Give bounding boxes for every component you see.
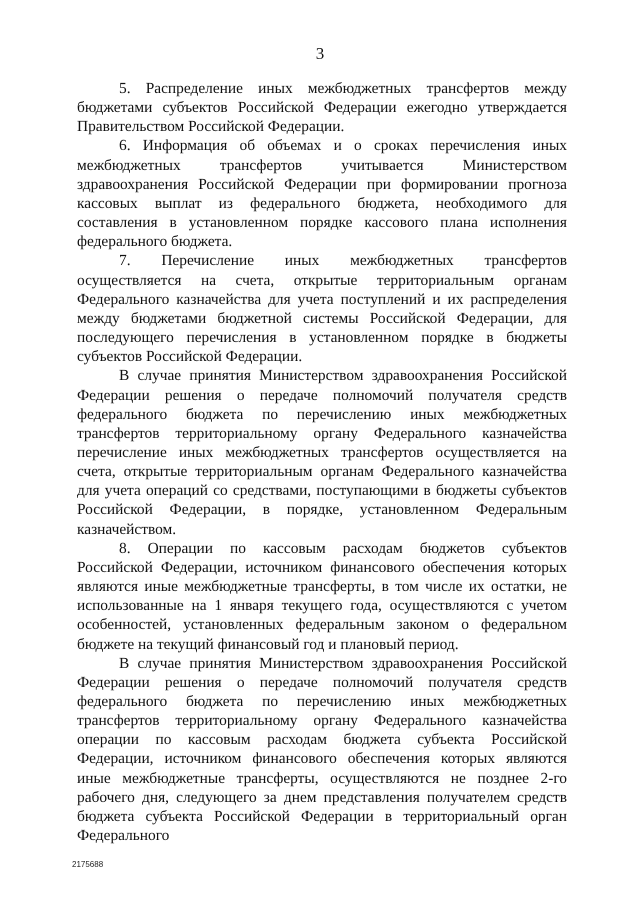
- paragraph-6: 6. Информация об объемах и о сроках перечисления иных межбюджетных трансфертов учитывается Министерством здравоохранения Российской Федерации при формировании прогноза кассовых выплат из федерального бюджета, необходимого для составления в установленном порядке кассового плана исполнения федерального бюджета.: [77, 137, 567, 251]
- paragraph-7-continuation: В случае принятия Министерством здравоохранения Российской Федерации решения о передаче полномочий получателя средств федерального бюджета по перечислению иных межбюджетных трансфертов территориальному органу Федерального казначейства перечисление иных межбюджетных трансфертов осуществляется на счета, открытые территориальным органам Федерального казначейства для учета операций со средствами, поступающими в бюджеты субъектов Российской Федерации, в порядке, установленном Федеральным казначейством.: [77, 367, 567, 538]
- document-code: 2175688: [72, 860, 104, 869]
- paragraph-8: 8. Операции по кассовым расходам бюджетов субъектов Российской Федерации, источником финансового обеспечения которых являются иные межбюджетные трансферты, в том числе их остатки, не использованные на 1 января текущего года, осуществляются с учетом особенностей, установленных федеральным законом о федеральном бюджете на текущий финансовый год и плановый период.: [77, 539, 567, 653]
- page-number: 3: [315, 44, 325, 63]
- paragraph-8-continuation: В случае принятия Министерством здравоохранения Российской Федерации решения о передаче полномочий получателя средств федерального бюджета по перечислению иных межбюджетных трансфертов территориальному органу Федерального казначейства операции по кассовым расходам бюджета субъекта Российской Федерации, источником финансового обеспечения которых являются иные межбюджетные трансферты, осуществляются не позднее 2-го рабочего дня, следующего за днем представления получателем средств бюджета субъекта Российской Федерации в территориальный орган Федерального: [77, 654, 567, 845]
- document-body: [77, 79, 567, 845]
- paragraph-5: 5. Распределение иных межбюджетных трансфертов между бюджетами субъектов Российской Федерации ежегодно утверждается Правительством Российской Федерации.: [77, 80, 567, 136]
- paragraph-7: 7. Перечисление иных межбюджетных трансфертов осуществляется на счета, открытые территориальным органам Федерального казначейства для учета поступлений и их распределения между бюджетами бюджетной системы Российской Федерации, для последующего перечисления в установленном порядке в бюджеты субъектов Российской Федерации.: [77, 252, 567, 366]
